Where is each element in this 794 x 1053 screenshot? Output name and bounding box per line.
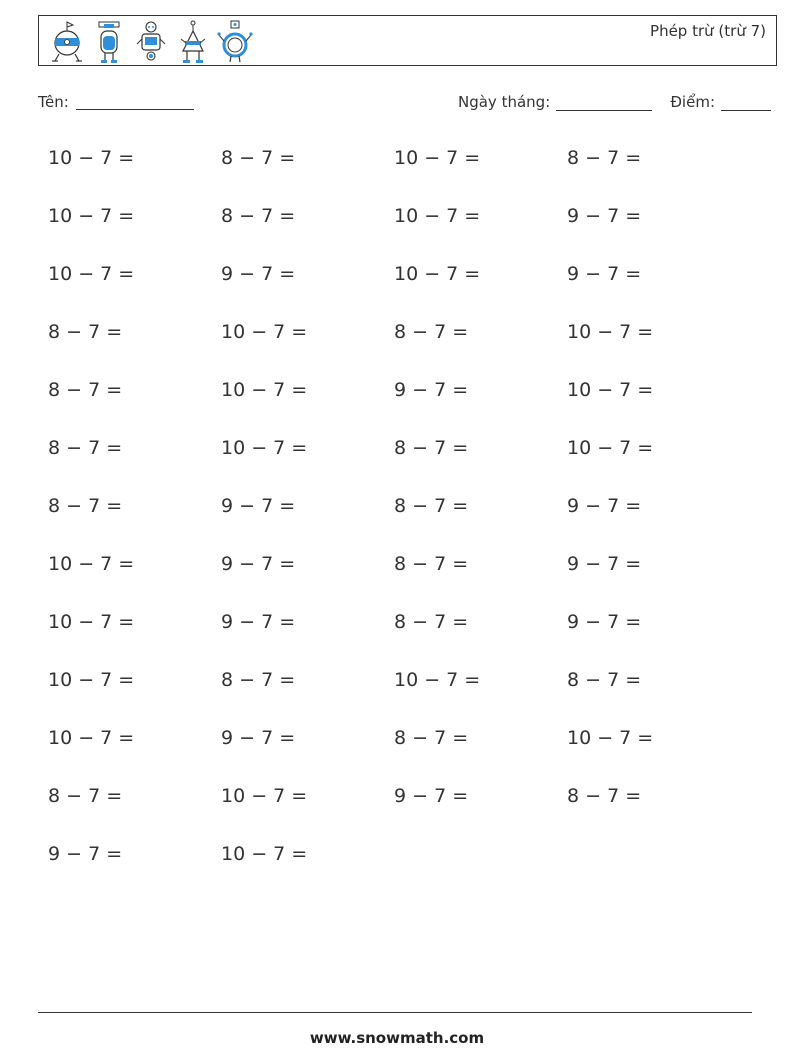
problem-item: 10 − 7 = [221, 321, 308, 343]
problem-row [48, 553, 748, 583]
problem-item: 9 − 7 = [221, 727, 296, 749]
robot-3-icon [133, 19, 169, 65]
problem-row [48, 495, 748, 525]
problem-item: 10 − 7 = [48, 205, 135, 227]
problem-item: 9 − 7 = [221, 553, 296, 575]
problem-item: 9 − 7 = [567, 263, 642, 285]
problem-item: 8 − 7 = [394, 553, 469, 575]
problem-row [48, 379, 748, 409]
problem-item: 10 − 7 = [221, 785, 308, 807]
problem-item: 9 − 7 = [567, 553, 642, 575]
problem-item: 10 − 7 = [394, 147, 481, 169]
problem-item: 8 − 7 = [394, 437, 469, 459]
problem-item: 8 − 7 = [394, 727, 469, 749]
problem-item: 8 − 7 = [567, 785, 642, 807]
problem-item: 9 − 7 = [394, 379, 469, 401]
footer-divider [38, 1012, 752, 1013]
problem-item: 10 − 7 = [567, 727, 654, 749]
problem-item: 10 − 7 = [48, 669, 135, 691]
problem-item: 10 − 7 = [48, 263, 135, 285]
problem-item: 9 − 7 = [567, 495, 642, 517]
problem-item: 10 − 7 = [221, 379, 308, 401]
name-label: Tên: [38, 93, 69, 111]
problem-item: 9 − 7 = [567, 611, 642, 633]
robot-1-icon [49, 19, 85, 65]
problem-item: 10 − 7 = [48, 553, 135, 575]
problem-item: 10 − 7 = [394, 205, 481, 227]
score-line[interactable] [721, 96, 771, 111]
problem-item: 9 − 7 = [48, 843, 123, 865]
date-line[interactable] [556, 96, 652, 111]
problem-item: 8 − 7 = [567, 147, 642, 169]
name-line[interactable] [76, 95, 194, 110]
problem-item: 8 − 7 = [567, 669, 642, 691]
robot-4-icon [175, 19, 211, 65]
robot-2-icon [91, 19, 127, 65]
problem-item: 9 − 7 = [221, 263, 296, 285]
problem-item: 10 − 7 = [394, 669, 481, 691]
problem-row [48, 437, 748, 467]
problem-item: 8 − 7 = [221, 147, 296, 169]
problem-item: 10 − 7 = [48, 611, 135, 633]
problem-item: 8 − 7 = [48, 379, 123, 401]
header-box [38, 15, 777, 66]
robot-5-icon [217, 19, 253, 65]
problem-item: 8 − 7 = [394, 321, 469, 343]
problem-row [48, 669, 748, 699]
score-label: Điểm: [670, 93, 715, 111]
date-label: Ngày tháng: [458, 93, 551, 111]
problem-row [48, 611, 748, 641]
info-row [38, 93, 771, 117]
date-field [458, 93, 652, 111]
problem-row [48, 843, 748, 873]
problem-item: 9 − 7 = [567, 205, 642, 227]
worksheet-title: Phép trừ (trừ 7) [650, 22, 766, 40]
problem-item: 8 − 7 = [394, 495, 469, 517]
problem-item: 8 − 7 = [48, 785, 123, 807]
problem-item: 10 − 7 = [567, 379, 654, 401]
problem-row [48, 321, 748, 351]
problem-item: 10 − 7 = [567, 437, 654, 459]
problem-item: 10 − 7 = [48, 727, 135, 749]
problem-row [48, 727, 748, 757]
problem-row [48, 785, 748, 815]
robot-icons [49, 19, 253, 65]
problem-item: 8 − 7 = [48, 437, 123, 459]
problem-item: 9 − 7 = [221, 495, 296, 517]
problem-item: 8 − 7 = [48, 495, 123, 517]
problem-item: 8 − 7 = [394, 611, 469, 633]
problem-item: 8 − 7 = [221, 205, 296, 227]
problem-item: 10 − 7 = [567, 321, 654, 343]
footer-url: www.snowmath.com [309, 1029, 485, 1047]
problem-item: 8 − 7 = [221, 669, 296, 691]
problem-item: 10 − 7 = [48, 147, 135, 169]
score-field [670, 93, 771, 111]
problem-row [48, 147, 748, 177]
problem-item: 9 − 7 = [221, 611, 296, 633]
problem-row [48, 205, 748, 235]
problem-item: 8 − 7 = [48, 321, 123, 343]
problem-item: 9 − 7 = [394, 785, 469, 807]
problem-item: 10 − 7 = [394, 263, 481, 285]
problem-item: 10 − 7 = [221, 437, 308, 459]
problem-item: 10 − 7 = [221, 843, 308, 865]
problem-row [48, 263, 748, 293]
